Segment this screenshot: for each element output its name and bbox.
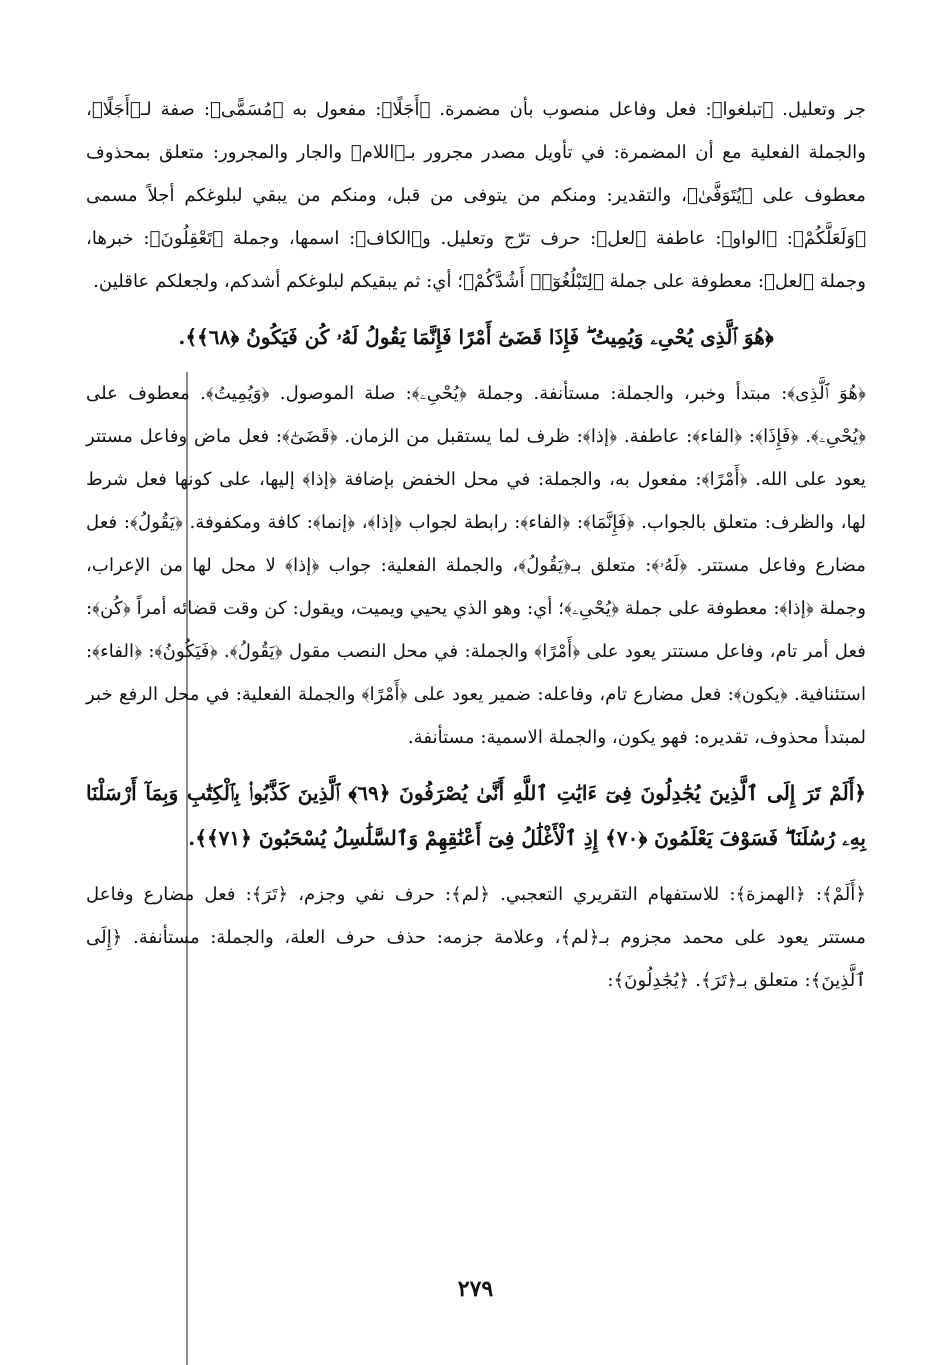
paragraph-1: جر وتعليل. ﴿تبلغوا﴾: فعل وفاعل منصوب بأن مضمرة. ﴿أَجَلًا﴾: مفعول به ﴿مُسَمًّى﴾: صفة لـ﴿أَجَلًا﴾، والجملة الفعلية مع أن المضمرة: في تأويل مصدر مجرور بـ﴿اللام﴾ والجار والمجرور: متعلق بمحذوف معطوف على ﴿يُتَوَفَّىٰ﴾، والتقدير: ومنكم من يتوفى من قبل، ومنكم من يبقي لبلوغكم أجلاً مسمى ﴿وَلَعَلَّكُمْ﴾: ﴿الواو﴾: عاطفة ﴿لعل﴾: حرف ترّج وتعليل. و﴿الكاف﴾: اسمها، وجملة ﴿تَعْقِلُونَ﴾: خبرها، وجملة ﴿لعل﴾: معطوفة على جملة ﴿لِتَبْلُغُوٓا۟ أَشُدَّكُمْ﴾؛ أي: ثم يبقيكم لبلوغكم أشدكم، ولجعلكم عاقلين. [86,99,866,292]
paragraph-3: ﴿أَلَمْ﴾: ﴿الهمزة﴾: للاستفهام التقريري التعجبي. ﴿لم﴾: حرف نفي وجزم، ﴿تَرَ﴾: فعل مضارع وفاعل مستتر يعود على محمد مجزوم بـ﴿لم﴾، وعلامة جزمه: حذف حرف العلة، والجملة: مستأنفة. ﴿إِلَى ٱلَّذِينَ﴾: متعلق بـ﴿تَرَ﴾. ﴿يُجَٰدِلُونَ﴾: [86,884,866,991]
quran-verse-69-71: ﴿أَلَمْ تَرَ إِلَى ٱلَّذِينَ يُجَٰدِلُونَ فِىٓ ءَايَٰتِ ٱللَّهِ أَنَّىٰ يُصْرَفُونَ ﴿٦٩﴾ ٱلَّذِينَ كَذَّبُوا۟ بِٱلْكِتَٰبِ وَبِمَآ أَرْسَلْنَا بِهِۦ رُسُلَنَا ۖ فَسَوْفَ يَعْلَمُونَ ﴿٧٠﴾ إِذِ ٱلْأَغْلَٰلُ فِىٓ أَعْنَٰقِهِمْ وَٱلسَّلَٰسِلُ يُسْحَبُونَ ﴿٧١﴾﴾. [86,781,866,850]
paragraph-2: ﴿هُوَ ٱلَّذِى﴾: مبتدأ وخبر، والجملة: مستأنفة. وجملة ﴿يُحْىِۦ﴾: صلة الموصول. ﴿وَيُمِيتُ﴾. معطوف على ﴿يُحْىِۦ﴾. ﴿فَإِذَا﴾: ﴿الفاء﴾: عاطفة. ﴿إذا﴾: ظرف لما يستقبل من الزمان. ﴿قَضَىٰٓ﴾: فعل ماض وفاعل مستتر يعود على الله. ﴿أَمْرًا﴾: مفعول به، والجملة: في محل الخفض بإضافة ﴿إذا﴾ إليها، على كونها فعل شرط لها، والظرف: متعلق بالجواب. ﴿فَإِنَّمَا﴾: ﴿الفاء﴾: رابطة لجواب ﴿إذا﴾، ﴿إنما﴾: كافة ومكفوفة. ﴿يَقُولُ﴾: فعل مضارع وفاعل مستتر. ﴿لَهُۥ﴾: متعلق بـ﴿يَقُولُ﴾، والجملة الفعلية: جواب ﴿إذا﴾ لا محل لها من الإعراب، وجملة ﴿إذا﴾: معطوفة على جملة ﴿يُحْىِۦ﴾؛ أي: وهو الذي يحيي ويميت، ويقول: كن وقت قضائه أمراً ﴿كُن﴾: فعل أمر تام، وفاعل مستتر يعود على ﴿أَمْرًا﴾ والجملة: في محل النصب مقول ﴿يَقُولُ﴾. ﴿فَيَكُونُ﴾: ﴿الفاء﴾: استئنافية. ﴿يكون﴾: فعل مضارع تام، وفاعله: ضمير يعود على ﴿أَمْرًا﴾ والجملة الفعلية: في محل الرفع خبر لمبتدأ محذوف، تقديره: فهو يكون، والجملة الاسمية: مستأنفة. [86,383,866,748]
page-number: ٢٧٩ [457,1276,494,1302]
page-body [86,88,866,1002]
quran-verse-68: ﴿هُوَ ٱلَّذِى يُحْىِۦ وَيُمِيتُ ۖ فَإِذَا قَضَىٰٓ أَمْرًا فَإِنَّمَا يَقُولُ لَهُۥ كُن فَيَكُونُ ﴿٦٨﴾﴾. [178,325,774,349]
